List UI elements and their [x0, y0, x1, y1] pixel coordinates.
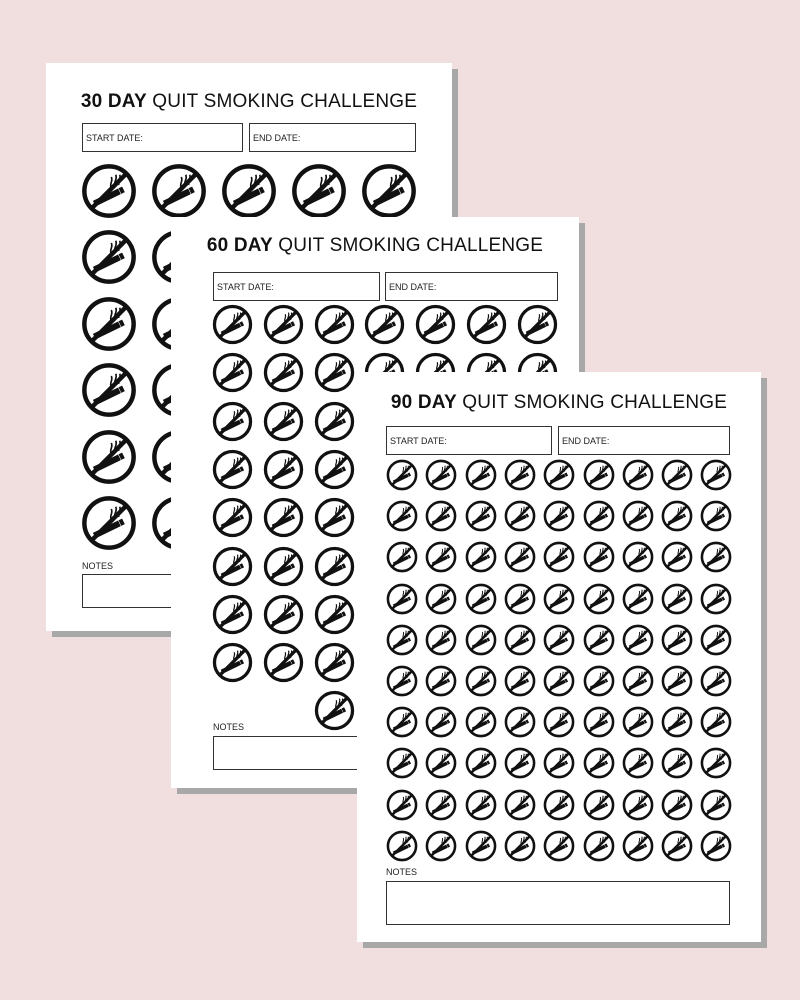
- no-smoking-icon-day-86[interactable]: [543, 830, 575, 862]
- no-smoking-icon-day-42[interactable]: [583, 624, 615, 656]
- no-smoking-icon-day-5[interactable]: [361, 163, 417, 219]
- no-smoking-icon-day-64[interactable]: [386, 747, 418, 779]
- no-smoking-icon-day-29[interactable]: [212, 497, 253, 538]
- no-smoking-icon-day-40[interactable]: [504, 624, 536, 656]
- no-smoking-icon-day-13[interactable]: [504, 500, 536, 532]
- no-smoking-icon-day-49[interactable]: [504, 665, 536, 697]
- no-smoking-icon-day-37[interactable]: [263, 546, 304, 587]
- no-smoking-icon-day-29[interactable]: [425, 583, 457, 615]
- no-smoking-icon-day-4[interactable]: [364, 304, 405, 345]
- sheet-60-title: [171, 235, 579, 257]
- sheet-30-title: [46, 91, 452, 113]
- no-smoking-icon-day-4[interactable]: [291, 163, 347, 219]
- no-smoking-icon-day-68[interactable]: [543, 747, 575, 779]
- no-smoking-icon-day-37[interactable]: [386, 624, 418, 656]
- no-smoking-icon-day-46[interactable]: [386, 665, 418, 697]
- no-smoking-icon-day-56[interactable]: [425, 706, 457, 738]
- no-smoking-icon-day-17[interactable]: [661, 500, 693, 532]
- no-smoking-icon-day-1[interactable]: [386, 459, 418, 491]
- no-smoking-icon-day-79[interactable]: [622, 789, 654, 821]
- no-smoking-icon-day-75[interactable]: [465, 789, 497, 821]
- no-smoking-icon-day-33[interactable]: [583, 583, 615, 615]
- no-smoking-icon-day-20[interactable]: [425, 541, 457, 573]
- sheet-90-start-date-field[interactable]: [386, 426, 552, 455]
- no-smoking-icon-day-51[interactable]: [263, 642, 304, 683]
- sheet-60-notes-label: NOTES: [213, 722, 245, 732]
- no-smoking-icon-day-50[interactable]: [212, 642, 253, 683]
- no-smoking-icon-day-39[interactable]: [465, 624, 497, 656]
- no-smoking-icon-day-80[interactable]: [661, 789, 693, 821]
- no-smoking-icon-day-36[interactable]: [700, 583, 732, 615]
- no-smoking-icon-day-12[interactable]: [465, 500, 497, 532]
- no-smoking-icon-day-76[interactable]: [504, 789, 536, 821]
- no-smoking-icon-day-2[interactable]: [263, 304, 304, 345]
- no-smoking-icon-day-11[interactable]: [425, 500, 457, 532]
- no-smoking-icon-day-45[interactable]: [314, 594, 355, 635]
- no-smoking-icon-day-43[interactable]: [212, 594, 253, 635]
- sheet-60-title-rest: QUIT SMOKING CHALLENGE: [272, 235, 544, 256]
- no-smoking-icon-day-57[interactable]: [465, 706, 497, 738]
- no-smoking-icon-day-6[interactable]: [81, 229, 137, 285]
- no-smoking-icon-day-58[interactable]: [504, 706, 536, 738]
- no-smoking-icon-day-16[interactable]: [622, 500, 654, 532]
- no-smoking-icon-day-31[interactable]: [314, 497, 355, 538]
- no-smoking-icon-day-82[interactable]: [386, 830, 418, 862]
- no-smoking-icon-day-6[interactable]: [583, 459, 615, 491]
- no-smoking-icon-day-21[interactable]: [81, 429, 137, 485]
- no-smoking-icon-day-44[interactable]: [661, 624, 693, 656]
- no-smoking-icon-day-18[interactable]: [700, 500, 732, 532]
- no-smoking-icon-day-2[interactable]: [425, 459, 457, 491]
- sheet-90-start-date-label: START DATE:: [390, 435, 447, 446]
- no-smoking-icon-day-7[interactable]: [517, 304, 558, 345]
- no-smoking-icon-day-51[interactable]: [583, 665, 615, 697]
- no-smoking-icon-day-24[interactable]: [314, 449, 355, 490]
- no-smoking-icon-day-31[interactable]: [504, 583, 536, 615]
- no-smoking-icon-day-19[interactable]: [386, 541, 418, 573]
- no-smoking-icon-day-26[interactable]: [661, 541, 693, 573]
- no-smoking-icon-day-53[interactable]: [661, 665, 693, 697]
- no-smoking-icon-day-52[interactable]: [314, 642, 355, 683]
- no-smoking-icon-day-85[interactable]: [504, 830, 536, 862]
- no-smoking-icon-day-71[interactable]: [661, 747, 693, 779]
- no-smoking-icon-day-72[interactable]: [700, 747, 732, 779]
- no-smoking-icon-day-44[interactable]: [263, 594, 304, 635]
- no-smoking-icon-day-15[interactable]: [583, 500, 615, 532]
- sheet-60-start-date-label: START DATE:: [217, 281, 274, 292]
- no-smoking-icon-day-87[interactable]: [583, 830, 615, 862]
- no-smoking-icon-day-26[interactable]: [81, 495, 137, 551]
- no-smoking-icon-day-5[interactable]: [415, 304, 456, 345]
- sheet-30-title-rest: QUIT SMOKING CHALLENGE: [146, 91, 418, 112]
- no-smoking-icon-day-17[interactable]: [314, 401, 355, 442]
- no-smoking-icon-day-60[interactable]: [583, 706, 615, 738]
- no-smoking-icon-day-41[interactable]: [543, 624, 575, 656]
- no-smoking-icon-day-84[interactable]: [465, 830, 497, 862]
- no-smoking-icon-day-16[interactable]: [263, 401, 304, 442]
- no-smoking-icon-day-8[interactable]: [661, 459, 693, 491]
- no-smoking-icon-day-4[interactable]: [504, 459, 536, 491]
- no-smoking-icon-day-65[interactable]: [425, 747, 457, 779]
- no-smoking-icon-day-10[interactable]: [314, 352, 355, 393]
- no-smoking-icon-day-9[interactable]: [700, 459, 732, 491]
- no-smoking-icon-day-47[interactable]: [425, 665, 457, 697]
- no-smoking-icon-day-62[interactable]: [661, 706, 693, 738]
- no-smoking-icon-day-15[interactable]: [212, 401, 253, 442]
- no-smoking-icon-day-10[interactable]: [386, 500, 418, 532]
- no-smoking-icon-day-3[interactable]: [465, 459, 497, 491]
- no-smoking-icon-day-6[interactable]: [466, 304, 507, 345]
- sheet-60-end-date-field[interactable]: [385, 272, 558, 301]
- no-smoking-icon-day-90[interactable]: [700, 830, 732, 862]
- no-smoking-icon-day-24[interactable]: [583, 541, 615, 573]
- no-smoking-icon-day-74[interactable]: [425, 789, 457, 821]
- sheet-30-end-date-label: END DATE:: [253, 132, 301, 143]
- sheet-90-end-date-field[interactable]: [558, 426, 730, 455]
- no-smoking-icon-day-67[interactable]: [504, 747, 536, 779]
- no-smoking-icon-day-36[interactable]: [212, 546, 253, 587]
- no-smoking-icon-day-69[interactable]: [583, 747, 615, 779]
- no-smoking-icon-day-81[interactable]: [700, 789, 732, 821]
- sheet-90-day: [357, 372, 761, 942]
- sheet-60-end-date-label: END DATE:: [389, 281, 437, 292]
- no-smoking-icon-day-50[interactable]: [543, 665, 575, 697]
- no-smoking-icon-day-9[interactable]: [263, 352, 304, 393]
- sheet-30-end-date-field[interactable]: [249, 123, 416, 152]
- no-smoking-icon-day-88[interactable]: [622, 830, 654, 862]
- no-smoking-icon-day-28[interactable]: [386, 583, 418, 615]
- no-smoking-icon-day-2[interactable]: [151, 163, 207, 219]
- no-smoking-icon-day-11[interactable]: [81, 296, 137, 352]
- sheet-90-title-days: 90 DAY: [390, 392, 457, 413]
- sheet-90-notes-label: NOTES: [386, 867, 418, 877]
- sheet-90-title-rest: QUIT SMOKING CHALLENGE: [456, 392, 728, 413]
- no-smoking-icon-day-1[interactable]: [81, 163, 137, 219]
- no-smoking-icon-day-21[interactable]: [465, 541, 497, 573]
- no-smoking-icon-day-54[interactable]: [700, 665, 732, 697]
- no-smoking-icon-day-23[interactable]: [263, 449, 304, 490]
- no-smoking-icon-day-7[interactable]: [622, 459, 654, 491]
- no-smoking-icon-day-3[interactable]: [314, 304, 355, 345]
- no-smoking-icon-day-57[interactable]: [314, 690, 355, 731]
- no-smoking-icon-day-23[interactable]: [543, 541, 575, 573]
- no-smoking-icon-day-43[interactable]: [622, 624, 654, 656]
- no-smoking-icon-day-45[interactable]: [700, 624, 732, 656]
- sheet-90-end-date-label: END DATE:: [562, 435, 610, 446]
- sheet-60-title-days: 60 DAY: [206, 235, 273, 256]
- no-smoking-icon-day-70[interactable]: [622, 747, 654, 779]
- no-smoking-icon-day-30[interactable]: [263, 497, 304, 538]
- no-smoking-icon-day-78[interactable]: [583, 789, 615, 821]
- sheet-60-start-date-field[interactable]: [213, 272, 380, 301]
- no-smoking-icon-day-5[interactable]: [543, 459, 575, 491]
- no-smoking-icon-day-16[interactable]: [81, 362, 137, 418]
- no-smoking-icon-day-38[interactable]: [314, 546, 355, 587]
- no-smoking-icon-day-66[interactable]: [465, 747, 497, 779]
- no-smoking-icon-day-59[interactable]: [543, 706, 575, 738]
- no-smoking-icon-day-89[interactable]: [661, 830, 693, 862]
- no-smoking-icon-day-34[interactable]: [622, 583, 654, 615]
- no-smoking-icon-day-63[interactable]: [700, 706, 732, 738]
- no-smoking-icon-day-27[interactable]: [700, 541, 732, 573]
- no-smoking-icon-day-1[interactable]: [212, 304, 253, 345]
- no-smoking-icon-day-25[interactable]: [622, 541, 654, 573]
- no-smoking-icon-day-77[interactable]: [543, 789, 575, 821]
- no-smoking-icon-day-32[interactable]: [543, 583, 575, 615]
- sheet-90-notes-box[interactable]: [386, 881, 730, 925]
- no-smoking-icon-day-30[interactable]: [465, 583, 497, 615]
- no-smoking-icon-day-3[interactable]: [221, 163, 277, 219]
- no-smoking-icon-day-38[interactable]: [425, 624, 457, 656]
- no-smoking-icon-day-83[interactable]: [425, 830, 457, 862]
- no-smoking-icon-day-8[interactable]: [212, 352, 253, 393]
- no-smoking-icon-day-73[interactable]: [386, 789, 418, 821]
- sheet-90-title: [357, 392, 761, 414]
- no-smoking-icon-day-22[interactable]: [504, 541, 536, 573]
- no-smoking-icon-day-61[interactable]: [622, 706, 654, 738]
- no-smoking-icon-day-35[interactable]: [661, 583, 693, 615]
- no-smoking-icon-day-52[interactable]: [622, 665, 654, 697]
- sheet-30-title-days: 30 DAY: [80, 91, 147, 112]
- no-smoking-icon-day-22[interactable]: [212, 449, 253, 490]
- sheet-30-notes-label: NOTES: [82, 561, 114, 571]
- sheet-30-start-date-label: START DATE:: [86, 132, 143, 143]
- sheet-30-start-date-field[interactable]: [82, 123, 243, 152]
- no-smoking-icon-day-48[interactable]: [465, 665, 497, 697]
- no-smoking-icon-day-14[interactable]: [543, 500, 575, 532]
- no-smoking-icon-day-55[interactable]: [386, 706, 418, 738]
